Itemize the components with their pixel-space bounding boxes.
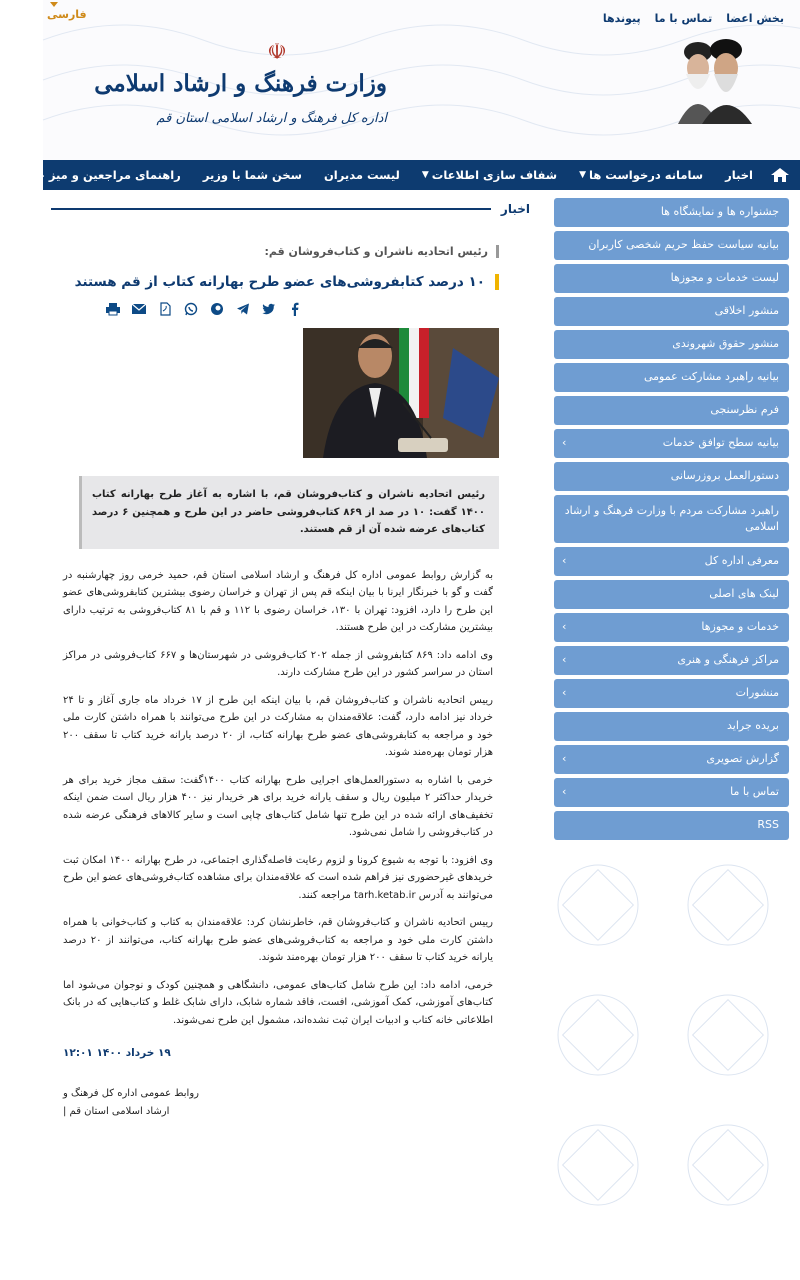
telegram-icon[interactable] xyxy=(235,302,251,318)
share-bar xyxy=(63,302,493,318)
main-navbar xyxy=(10,160,800,190)
sidebar-item-citizen-rights[interactable]: منشور حقوق شهروندی xyxy=(554,330,789,359)
sidebar-item-publications[interactable]: منشورات › xyxy=(554,679,789,708)
sidebar-item-services[interactable]: خدمات و مجوزها › xyxy=(554,613,789,642)
whatsapp-icon[interactable] xyxy=(183,302,199,318)
paragraph: خرمی با اشاره به دستورالعمل‌های اجرایی طرح بهارانه کتاب ۱۴۰۰گفت: سقف مجاز خرید برای هر خریدار حداکثر ۲ میلیون ریال و سقف یارانه خرید برای هر خریدار نیز ۴۰۰ هزار ریال است ضمن اینکه تخفیف‌های ارائه شده در این طرح تنها شامل کتاب‌های چاپی است و سایر کالاهای فرهنگی عرضه شده در کتاب‌فروشی را شامل نمی‌شود. xyxy=(63,774,493,838)
sidebar-item-rss[interactable]: RSS xyxy=(554,811,789,840)
members-link[interactable]: بخش اعضا xyxy=(726,12,784,25)
nav-transparency[interactable]: شفاف سازی اطلاعات ▼ xyxy=(421,168,558,182)
article-lead: رئیس اتحادیه ناشران و کتاب‌فروشان قم، با اشاره به آغاز طرح بهارانه کتاب ۱۴۰۰ گفت: ۱۰ در صد از ۸۶۹ کتاب‌فروشی حاضر در این طرح و همچنین ۶ درصد کتاب‌های عرضه شده آن از قم هستند. xyxy=(79,476,499,549)
sidebar-pattern xyxy=(538,845,800,1280)
sidebar-item-participation[interactable]: بیانیه راهبرد مشارکت عمومی xyxy=(554,363,789,392)
chevron-left-icon: › xyxy=(562,620,567,634)
article-source: روابط عمومی اداره کل فرهنگ و ارشاد اسلامی استان قم | xyxy=(63,1088,199,1117)
email-icon[interactable] xyxy=(131,302,147,318)
section-title: اخبار xyxy=(500,202,530,216)
chevron-left-icon: › xyxy=(562,436,567,450)
twitter-icon[interactable] xyxy=(261,302,277,318)
ministry-logo[interactable] xyxy=(94,40,387,160)
article-title: ۱۰ درصد کتابفروشی‌های عضو طرح بهارانه کتاب از قم هستند xyxy=(63,274,499,290)
sidebar-item-survey[interactable]: فرم نظرسنجی xyxy=(554,396,789,425)
print-icon[interactable] xyxy=(105,302,121,318)
facebook-icon[interactable] xyxy=(287,302,303,318)
sidebar-item-main-links[interactable]: لینک های اصلی xyxy=(554,580,789,609)
nav-minister[interactable]: سخن شما با وزیر xyxy=(202,168,302,182)
sidebar-item-cultural-centers[interactable]: مراکز فرهنگی و هنری › xyxy=(554,646,789,675)
logo-title: وزارت فرهنگ و ارشاد اسلامی xyxy=(94,70,387,97)
paragraph: خرمی، ادامه داد: این طرح شامل کتاب‌های عمومی، دانشگاهی و همچنین کودک و نوجوان می‌شود اما کتاب‌های آموزشی، کمک آموزشی، افست، فاقد شماره شابک، دارای شابک غلط و کتاب‌هایی که در بانک اطلاعاتی خانه کتاب و ادبیات ایران ثبت نشده‌اند، مشمول این طرح نمی‌شوند. xyxy=(63,979,493,1026)
paragraph: وی ادامه داد: ۸۶۹ کتابفروشی از جمله ۲۰۲ کتاب‌فروشی در شهرستان‌ها و ۶۶۷ کتاب‌فروشی در مراکز استان در سراسر کشور در این طرح مشارکت دارند. xyxy=(63,649,494,678)
pdf-icon[interactable] xyxy=(157,302,173,318)
logo-subtitle: اداره کل فرهنگ و ارشاد اسلامی استان قم xyxy=(156,111,387,126)
paragraph: به گزارش روابط عمومی اداره کل فرهنگ و ارشاد اسلامی استان قم، حمید خرمی روز چهارشنبه در گفت و گو با خبرنگار ایرنا با بیان اینکه قم پس از تهران و خراسان رضوی بیشترین کتابفروشی‌های عضو این طرح را دارد، افزود: تهران با ۱۳۰، خراسان رضوی با ۱۱۲ و قم با ۸۱ کتاب‌فروشی به ترتیب دارای بیشترین مشارکت در این طرح هستند. xyxy=(63,569,494,633)
sidebar-item-press[interactable]: بریده جراید xyxy=(554,712,789,741)
chevron-down-icon: ▼ xyxy=(421,170,429,180)
sidebar-item-about[interactable]: معرفی اداره کل › xyxy=(554,547,789,576)
sidebar-item-update-guide[interactable]: دستورالعمل بروزرسانی xyxy=(554,462,789,491)
emblem-icon: ☫ xyxy=(267,40,287,65)
chevron-left-icon: › xyxy=(562,785,567,799)
top-links xyxy=(603,12,784,25)
site-header xyxy=(43,0,800,160)
soroush-icon[interactable] xyxy=(209,302,225,318)
home-icon[interactable] xyxy=(770,165,790,185)
chevron-down-icon: ▼ xyxy=(579,170,587,180)
news-article xyxy=(63,245,493,1121)
content-heading xyxy=(51,200,530,218)
sidebar-item-privacy[interactable]: بیانیه سیاست حفظ حریم شخصی کاربران xyxy=(554,231,789,260)
article-date: ۱۹ خرداد ۱۴۰۰ ۱۲:۰۱ xyxy=(63,1047,171,1059)
page xyxy=(10,0,800,1280)
divider xyxy=(51,208,491,210)
language-switch[interactable]: فارسی xyxy=(47,8,87,21)
sidebar-item-services-list[interactable]: لیست خدمات و مجوزها xyxy=(554,264,789,293)
chevron-left-icon: › xyxy=(562,554,567,568)
nav-news[interactable]: اخبار xyxy=(725,168,753,182)
article-photo xyxy=(303,328,499,458)
sidebar-item-sla[interactable]: بیانیه سطح توافق خدمات › xyxy=(554,429,789,458)
article-subtitle: رئیس اتحادیه ناشران و کتاب‌فروشان قم: xyxy=(63,245,499,258)
contact-link[interactable]: تماس با ما xyxy=(654,12,713,25)
links-link[interactable]: پیوندها xyxy=(602,12,641,25)
sidebar-item-contact[interactable]: تماس با ما › xyxy=(554,778,789,807)
chevron-left-icon: › xyxy=(562,686,567,700)
paragraph: وی افزود: با توجه به شیوع کرونا و لزوم رعایت فاصله‌گذاری اجتماعی، در طرح بهارانه ۱۴۰۰ امکان ثبت خریدهای غیرحضوری نیز فراهم شده است که علاقه‌مندان برای مشاهده کتاب‌فروشی‌های عضو این طرح می‌توانند به آدرس tarh.ketab.ir مراجعه کنند. xyxy=(63,854,493,901)
sidebar-item-ethics[interactable]: منشور اخلاقی xyxy=(554,297,789,326)
chevron-left-icon: › xyxy=(562,752,567,766)
article-body xyxy=(63,567,493,1030)
sidebar-menu xyxy=(554,198,789,844)
paragraph: رییس اتحادیه ناشران و کتاب‌فروشان قم، خاطرنشان کرد: علاقه‌مندان به کتاب و کتاب‌خوانی با همراه داشتن کارت ملی خود و مراجعه به کتاب‌فروشی‌های عضو طرح بهارانه کتاب، می‌توانند از ۲۰ درصد یارانه خرید کتاب تا سقف ۲۰۰ هزار تومان بهره‌مند شوند. xyxy=(63,917,494,963)
nav-guide[interactable]: راهنمای مراجعین و میز خدمت xyxy=(10,168,181,182)
leaders-portrait xyxy=(672,34,752,124)
nav-managers[interactable]: لیست مدیران xyxy=(323,168,400,182)
paragraph: رییس اتحادیه ناشران و کتاب‌فروشان قم، با بیان اینکه این طرح از ۱۷ خرداد ماه جاری آغاز و تا ۲۴ خرداد نیز ادامه دارد، گفت: علاقه‌مندان به مشارکت در این طرح می‌توانند با همراه داشتن کارت ملی خود و مراجعه به کتابفروشی‌های عضو طرح بهارانه کتاب، از ۲۰ درصد یارانه خرید کتاب تا سقف ۲۰۰ هزار تومان بهره‌مند شوند. xyxy=(63,694,493,758)
sidebar-item-people-strategy[interactable]: راهبرد مشارکت مردم با وزارت فرهنگ و ارشاد اسلامی xyxy=(554,495,789,543)
sidebar-item-festivals[interactable]: جشنواره ها و نمایشگاه ها xyxy=(554,198,789,227)
sidebar-item-photo-report[interactable]: گزارش تصویری › xyxy=(554,745,789,774)
chevron-left-icon: › xyxy=(562,653,567,667)
nav-requests[interactable]: سامانه درخواست ها ▼ xyxy=(579,168,704,182)
